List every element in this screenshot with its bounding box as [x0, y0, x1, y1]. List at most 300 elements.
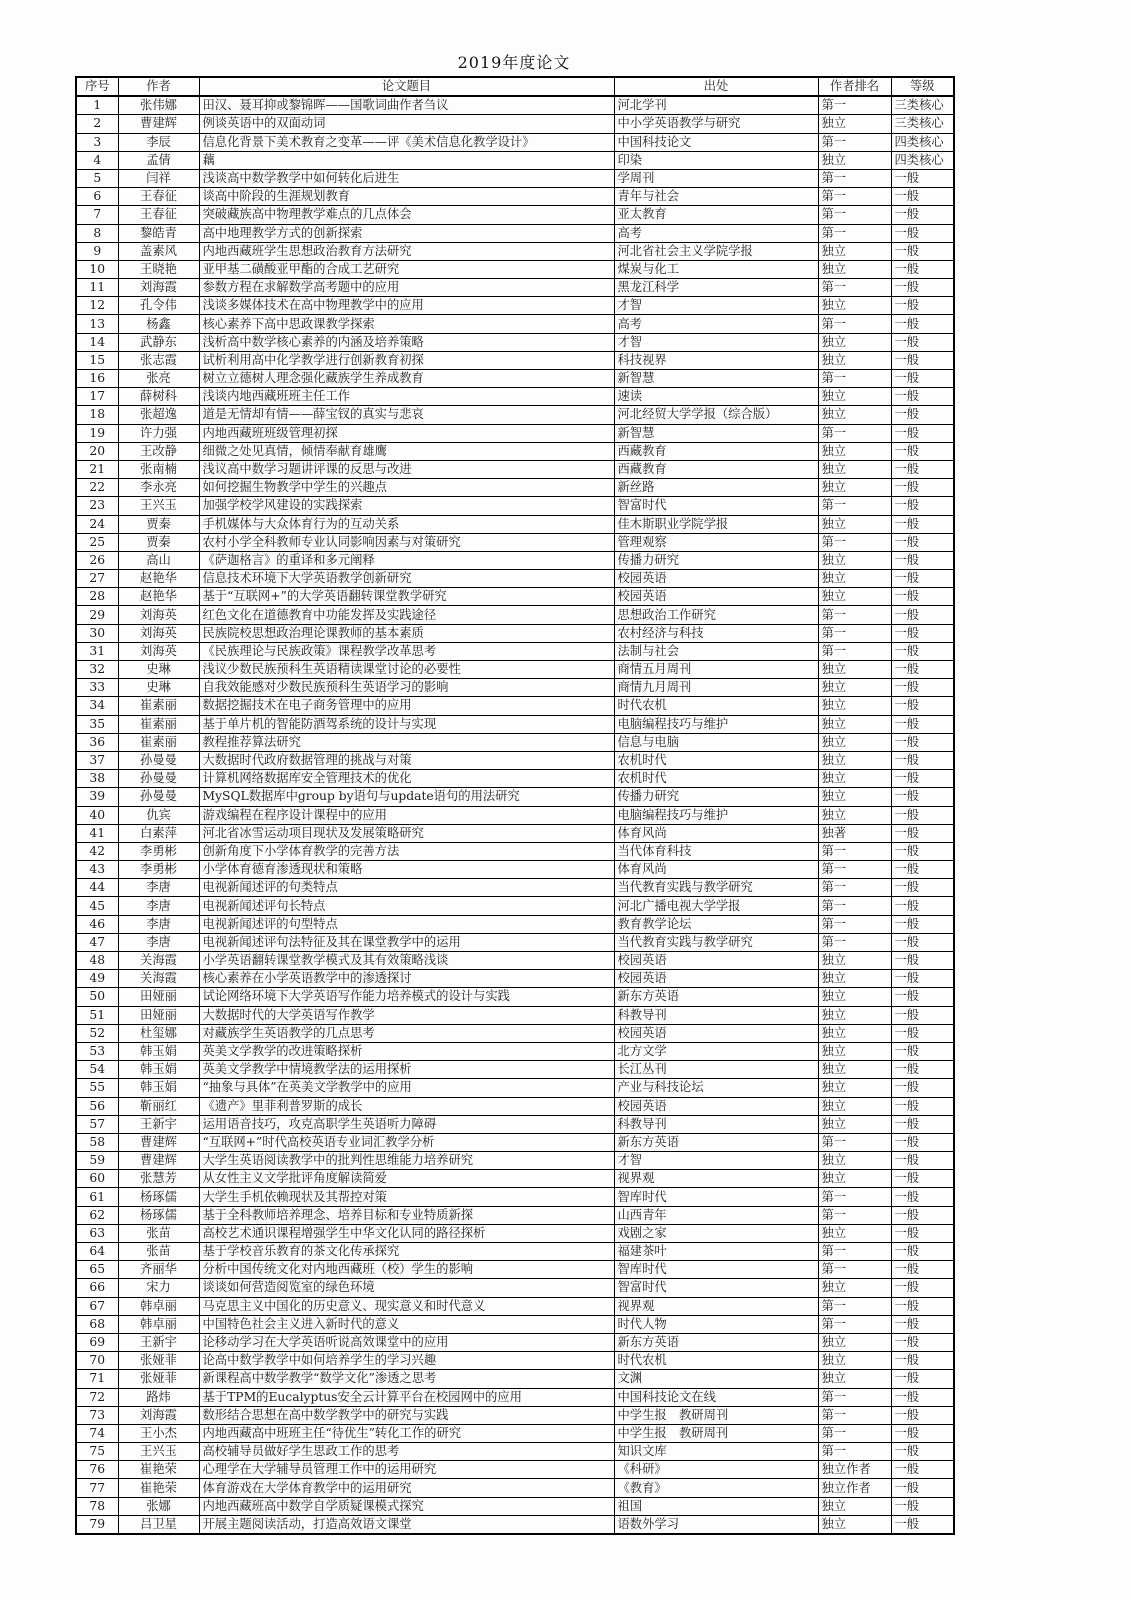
cell-author-rank: 第一 — [818, 915, 891, 933]
cell-grade: 一般 — [891, 406, 954, 424]
cell-grade: 一般 — [891, 661, 954, 679]
cell-paper-title: 谈谈如何营造阅览室的绿色环境 — [199, 1279, 614, 1297]
cell-author: 高山 — [118, 551, 199, 569]
cell-source: 时代农机 — [614, 697, 818, 715]
cell-author: 王春征 — [118, 206, 199, 224]
table-row — [76, 606, 954, 624]
cell-author: 李辰 — [118, 133, 199, 151]
cell-source: 新东方英语 — [614, 1133, 818, 1151]
cell-source: 速读 — [614, 388, 818, 406]
cell-paper-title: 手机媒体与大众体育行为的互动关系 — [199, 515, 614, 533]
cell-paper-title: 教程推荐算法研究 — [199, 733, 614, 751]
cell-index: 47 — [76, 933, 118, 951]
cell-index: 68 — [76, 1315, 118, 1333]
cell-index: 34 — [76, 697, 118, 715]
cell-index: 19 — [76, 424, 118, 442]
cell-author-rank: 第一 — [818, 279, 891, 297]
table-row — [76, 279, 954, 297]
table-row — [76, 260, 954, 278]
cell-index: 23 — [76, 497, 118, 515]
cell-index: 79 — [76, 1515, 118, 1534]
cell-index: 50 — [76, 988, 118, 1006]
cell-paper-title: 体育游戏在大学体育教学中的运用研究 — [199, 1479, 614, 1497]
cell-index: 36 — [76, 733, 118, 751]
cell-index: 63 — [76, 1224, 118, 1242]
cell-author-rank: 独立 — [818, 1333, 891, 1351]
cell-grade: 一般 — [891, 715, 954, 733]
table-row — [76, 497, 954, 515]
cell-grade: 一般 — [891, 1279, 954, 1297]
cell-grade: 一般 — [891, 260, 954, 278]
cell-paper-title: 突破藏族高中物理教学难点的几点体会 — [199, 206, 614, 224]
cell-paper-title: 高校辅导员做好学生思政工作的思考 — [199, 1443, 614, 1461]
cell-author-rank: 独立 — [818, 788, 891, 806]
cell-source: 视界观 — [614, 1297, 818, 1315]
cell-paper-title: 游戏编程在程序设计课程中的应用 — [199, 806, 614, 824]
cell-source: 视界观 — [614, 1170, 818, 1188]
cell-author: 杨琢儒 — [118, 1206, 199, 1224]
cell-author-rank: 独立 — [818, 1170, 891, 1188]
cell-author-rank: 独立 — [818, 551, 891, 569]
cell-paper-title: 参数方程在求解数学高考题中的应用 — [199, 279, 614, 297]
cell-author: 杨琢儒 — [118, 1188, 199, 1206]
cell-index: 70 — [76, 1352, 118, 1370]
cell-index: 44 — [76, 879, 118, 897]
cell-author-rank: 独立 — [818, 479, 891, 497]
cell-author-rank: 第一 — [818, 642, 891, 660]
cell-grade: 一般 — [891, 624, 954, 642]
cell-source: 中国科技论文在线 — [614, 1388, 818, 1406]
cell-author: 韩卓丽 — [118, 1315, 199, 1333]
cell-author: 孙曼曼 — [118, 770, 199, 788]
cell-author: 宋力 — [118, 1279, 199, 1297]
table-row — [76, 588, 954, 606]
cell-source: 山西青年 — [614, 1206, 818, 1224]
table-row — [76, 1297, 954, 1315]
cell-index: 37 — [76, 751, 118, 769]
cell-author: 韩玉娟 — [118, 1042, 199, 1060]
cell-index: 60 — [76, 1170, 118, 1188]
cell-paper-title: 大学生手机依赖现状及其帮控对策 — [199, 1188, 614, 1206]
cell-author-rank: 独立 — [818, 679, 891, 697]
cell-grade: 一般 — [891, 679, 954, 697]
cell-grade: 一般 — [891, 224, 954, 242]
cell-paper-title: 浅议少数民族预科生英语精读课堂讨论的必要性 — [199, 661, 614, 679]
cell-index: 5 — [76, 169, 118, 187]
cell-author-rank: 第一 — [818, 206, 891, 224]
cell-author: 李唐 — [118, 915, 199, 933]
cell-paper-title: 浅议高中数学习题讲评课的反思与改进 — [199, 460, 614, 478]
cell-grade: 一般 — [891, 297, 954, 315]
table-row — [76, 824, 954, 842]
cell-paper-title: 浅谈内地西藏班班主任工作 — [199, 388, 614, 406]
cell-grade: 一般 — [891, 751, 954, 769]
cell-author: 许力强 — [118, 424, 199, 442]
cell-author: 韩卓丽 — [118, 1297, 199, 1315]
cell-grade: 一般 — [891, 188, 954, 206]
cell-source: 法制与社会 — [614, 642, 818, 660]
cell-author-rank: 第一 — [818, 188, 891, 206]
cell-grade: 一般 — [891, 1406, 954, 1424]
cell-author: 贾秦 — [118, 515, 199, 533]
cell-author-rank: 独立作者 — [818, 1479, 891, 1497]
cell-index: 11 — [76, 279, 118, 297]
cell-paper-title: 核心素养在小学英语教学中的渗透探讨 — [199, 970, 614, 988]
cell-author-rank: 独立 — [818, 1115, 891, 1133]
cell-paper-title: 河北省冰雪运动项目现状及发展策略研究 — [199, 824, 614, 842]
cell-index: 3 — [76, 133, 118, 151]
cell-author: 曹建辉 — [118, 1152, 199, 1170]
cell-author: 杨鑫 — [118, 315, 199, 333]
cell-source: 文渊 — [614, 1370, 818, 1388]
cell-author-rank: 独立作者 — [818, 1461, 891, 1479]
cell-author: 李永亮 — [118, 479, 199, 497]
cell-source: 印染 — [614, 151, 818, 169]
cell-grade: 一般 — [891, 952, 954, 970]
cell-author: 杜玺娜 — [118, 1024, 199, 1042]
cell-grade: 一般 — [891, 970, 954, 988]
cell-source: 福建茶叶 — [614, 1243, 818, 1261]
cell-author-rank: 第一 — [818, 879, 891, 897]
cell-source: 校园英语 — [614, 1097, 818, 1115]
cell-author-rank: 独立 — [818, 1224, 891, 1242]
table-row — [76, 1042, 954, 1060]
cell-author-rank: 第一 — [818, 1206, 891, 1224]
cell-author: 路炜 — [118, 1388, 199, 1406]
cell-source: 学周刊 — [614, 169, 818, 187]
cell-grade: 一般 — [891, 697, 954, 715]
cell-author-rank: 第一 — [818, 533, 891, 551]
table-row — [76, 1206, 954, 1224]
cell-author-rank: 独立 — [818, 661, 891, 679]
cell-index: 32 — [76, 661, 118, 679]
cell-source: 知识文库 — [614, 1443, 818, 1461]
cell-index: 13 — [76, 315, 118, 333]
cell-author: 曹建辉 — [118, 1133, 199, 1151]
cell-author: 李唐 — [118, 879, 199, 897]
cell-author: 崔素丽 — [118, 733, 199, 751]
table-row — [76, 661, 954, 679]
cell-grade: 一般 — [891, 370, 954, 388]
cell-paper-title: 《萨迦格言》的重译和多元阐释 — [199, 551, 614, 569]
cell-author: 李勇彬 — [118, 861, 199, 879]
cell-index: 21 — [76, 460, 118, 478]
cell-grade: 一般 — [891, 1424, 954, 1442]
cell-author-rank: 第一 — [818, 1424, 891, 1442]
cell-author: 齐丽华 — [118, 1261, 199, 1279]
cell-index: 6 — [76, 188, 118, 206]
cell-author-rank: 第一 — [818, 1261, 891, 1279]
cell-source: 农机时代 — [614, 770, 818, 788]
cell-paper-title: 电视新闻述评句长特点 — [199, 897, 614, 915]
cell-paper-title: 英美文学教学中情境教学法的运用探析 — [199, 1061, 614, 1079]
cell-source: 教育教学论坛 — [614, 915, 818, 933]
table-row — [76, 133, 954, 151]
cell-paper-title: 高中地理教学方式的创新探索 — [199, 224, 614, 242]
cell-paper-title: 论高中数学教学中如何培养学生的学习兴趣 — [199, 1352, 614, 1370]
cell-source: 新东方英语 — [614, 1333, 818, 1351]
table-row — [76, 1388, 954, 1406]
cell-author: 黎皓青 — [118, 224, 199, 242]
cell-author: 李唐 — [118, 933, 199, 951]
cell-author: 闫祥 — [118, 169, 199, 187]
cell-author: 张苗 — [118, 1224, 199, 1242]
cell-paper-title: 内地西藏班学生思想政治教育方法研究 — [199, 242, 614, 260]
cell-grade: 一般 — [891, 479, 954, 497]
table-row — [76, 169, 954, 187]
table-row — [76, 697, 954, 715]
cell-index: 42 — [76, 842, 118, 860]
table-row — [76, 315, 954, 333]
cell-author: 刘海英 — [118, 624, 199, 642]
cell-paper-title: 红色文化在道德教育中功能发挥及实践途径 — [199, 606, 614, 624]
cell-author-rank: 第一 — [818, 1133, 891, 1151]
cell-paper-title: 论移动学习在大学英语听说高效课堂中的应用 — [199, 1333, 614, 1351]
cell-grade: 一般 — [891, 388, 954, 406]
cell-author-rank: 第一 — [818, 1388, 891, 1406]
cell-index: 75 — [76, 1443, 118, 1461]
cell-source: 新智慧 — [614, 370, 818, 388]
cell-grade: 一般 — [891, 315, 954, 333]
cell-author: 崔艳荣 — [118, 1479, 199, 1497]
cell-author-rank: 独立 — [818, 952, 891, 970]
table-row — [76, 715, 954, 733]
cell-grade: 一般 — [891, 424, 954, 442]
cell-author: 关海霞 — [118, 970, 199, 988]
cell-source: 科技视界 — [614, 351, 818, 369]
cell-source: 传播力研究 — [614, 551, 818, 569]
cell-grade: 一般 — [891, 570, 954, 588]
cell-paper-title: 基于TPM的Eucalyptus安全云计算平台在校园网中的应用 — [199, 1388, 614, 1406]
cell-grade: 一般 — [891, 824, 954, 842]
cell-grade: 一般 — [891, 1243, 954, 1261]
cell-author-rank: 独立 — [818, 970, 891, 988]
cell-author: 薛树科 — [118, 388, 199, 406]
table-row — [76, 1461, 954, 1479]
cell-author-rank: 独立 — [818, 770, 891, 788]
cell-source: 商情五月周刊 — [614, 661, 818, 679]
cell-index: 56 — [76, 1097, 118, 1115]
cell-author-rank: 第一 — [818, 1406, 891, 1424]
cell-grade: 一般 — [891, 497, 954, 515]
cell-source: 校园英语 — [614, 952, 818, 970]
cell-grade: 一般 — [891, 1315, 954, 1333]
cell-author-rank: 独立 — [818, 260, 891, 278]
cell-paper-title: 加强学校学风建设的实践探索 — [199, 497, 614, 515]
table-row — [76, 1061, 954, 1079]
cell-grade: 一般 — [891, 1152, 954, 1170]
table-row — [76, 861, 954, 879]
cell-grade: 三类核心 — [891, 96, 954, 115]
column-header-index: 序号 — [76, 77, 118, 96]
cell-author: 盖素风 — [118, 242, 199, 260]
table-row — [76, 351, 954, 369]
table-row — [76, 115, 954, 133]
table-row — [76, 1188, 954, 1206]
cell-grade: 一般 — [891, 169, 954, 187]
cell-source: 长江丛刊 — [614, 1061, 818, 1079]
cell-source: 智库时代 — [614, 1188, 818, 1206]
table-row — [76, 242, 954, 260]
table-row — [76, 1261, 954, 1279]
table-row — [76, 952, 954, 970]
cell-source: 当代教育实践与教学研究 — [614, 879, 818, 897]
cell-author-rank: 独立 — [818, 388, 891, 406]
cell-index: 10 — [76, 260, 118, 278]
cell-paper-title: 如何挖掘生物教学中学生的兴趣点 — [199, 479, 614, 497]
cell-author: 仇宾 — [118, 806, 199, 824]
cell-author-rank: 独立 — [818, 1152, 891, 1170]
cell-author-rank: 独立 — [818, 442, 891, 460]
cell-source: 农村经济与科技 — [614, 624, 818, 642]
cell-author-rank: 独立 — [818, 1024, 891, 1042]
cell-author-rank: 第一 — [818, 424, 891, 442]
table-row — [76, 788, 954, 806]
cell-author-rank: 独立 — [818, 1097, 891, 1115]
cell-paper-title: 大数据时代政府数据管理的挑战与对策 — [199, 751, 614, 769]
table-row — [76, 551, 954, 569]
table-row — [76, 151, 954, 169]
table-row — [76, 442, 954, 460]
cell-paper-title: 亚甲基二磺酸亚甲酯的合成工艺研究 — [199, 260, 614, 278]
table-row — [76, 297, 954, 315]
cell-source: 电脑编程技巧与维护 — [614, 806, 818, 824]
table-row — [76, 1406, 954, 1424]
cell-index: 38 — [76, 770, 118, 788]
cell-index: 43 — [76, 861, 118, 879]
cell-source: 时代农机 — [614, 1352, 818, 1370]
cell-author: 李唐 — [118, 897, 199, 915]
cell-author: 刘海英 — [118, 642, 199, 660]
cell-paper-title: 大学生英语阅读教学中的批判性思维能力培养研究 — [199, 1152, 614, 1170]
cell-paper-title: 从女性主义文学批评角度解读简爱 — [199, 1170, 614, 1188]
cell-paper-title: 内地西藏高中班班主任“待优生”转化工作的研究 — [199, 1424, 614, 1442]
cell-paper-title: 内地西藏班班级管理初探 — [199, 424, 614, 442]
cell-index: 25 — [76, 533, 118, 551]
cell-grade: 一般 — [891, 1224, 954, 1242]
cell-index: 65 — [76, 1261, 118, 1279]
cell-grade: 一般 — [891, 588, 954, 606]
cell-author: 张志霞 — [118, 351, 199, 369]
table-row — [76, 1333, 954, 1351]
cell-index: 17 — [76, 388, 118, 406]
cell-author-rank: 独立 — [818, 751, 891, 769]
cell-source: 校园英语 — [614, 588, 818, 606]
cell-index: 41 — [76, 824, 118, 842]
cell-source: 西藏教育 — [614, 442, 818, 460]
cell-source: 煤炭与化工 — [614, 260, 818, 278]
cell-grade: 一般 — [891, 551, 954, 569]
cell-index: 2 — [76, 115, 118, 133]
table-row — [76, 224, 954, 242]
cell-paper-title: 田汉、聂耳抑或黎锦晖——国歌词曲作者刍议 — [199, 96, 614, 115]
cell-author-rank: 第一 — [818, 933, 891, 951]
cell-author: 孟倩 — [118, 151, 199, 169]
cell-grade: 一般 — [891, 606, 954, 624]
page-title: 2019年度论文 — [457, 53, 571, 72]
cell-grade: 一般 — [891, 1479, 954, 1497]
cell-grade: 一般 — [891, 533, 954, 551]
cell-author-rank: 独立 — [818, 406, 891, 424]
cell-paper-title: 数据挖掘技术在电子商务管理中的应用 — [199, 697, 614, 715]
cell-index: 18 — [76, 406, 118, 424]
cell-index: 55 — [76, 1079, 118, 1097]
cell-paper-title: 藕 — [199, 151, 614, 169]
cell-author: 张南楠 — [118, 460, 199, 478]
cell-source: 高考 — [614, 224, 818, 242]
cell-author: 崔艳荣 — [118, 1461, 199, 1479]
cell-index: 72 — [76, 1388, 118, 1406]
cell-grade: 一般 — [891, 733, 954, 751]
cell-grade: 一般 — [891, 1133, 954, 1151]
cell-paper-title: 基于“互联网+”的大学英语翻转课堂教学研究 — [199, 588, 614, 606]
cell-index: 26 — [76, 551, 118, 569]
cell-paper-title: 高校艺术通识课程增强学生中华文化认同的路径探析 — [199, 1224, 614, 1242]
cell-grade: 一般 — [891, 1079, 954, 1097]
cell-author-rank: 独立 — [818, 570, 891, 588]
cell-paper-title: 电视新闻述评句法特征及其在课堂教学中的运用 — [199, 933, 614, 951]
cell-source: 祖国 — [614, 1497, 818, 1515]
cell-author: 赵艳华 — [118, 570, 199, 588]
cell-paper-title: 计算机网络数据库安全管理技术的优化 — [199, 770, 614, 788]
cell-author: 王新宇 — [118, 1115, 199, 1133]
cell-paper-title: 例谈英语中的双面动词 — [199, 115, 614, 133]
cell-author: 张娅菲 — [118, 1352, 199, 1370]
cell-author-rank: 第一 — [818, 497, 891, 515]
cell-paper-title: 小学体育德育渗透现状和策略 — [199, 861, 614, 879]
cell-author: 王春征 — [118, 188, 199, 206]
cell-author-rank: 第一 — [818, 1297, 891, 1315]
cell-author: 贾秦 — [118, 533, 199, 551]
cell-author: 孔令伟 — [118, 297, 199, 315]
cell-paper-title: 马克思主义中国化的历史意义、现实意义和时代意义 — [199, 1297, 614, 1315]
cell-author: 王小杰 — [118, 1424, 199, 1442]
cell-grade: 一般 — [891, 933, 954, 951]
cell-source: 体育风尚 — [614, 861, 818, 879]
cell-author-rank: 独立 — [818, 988, 891, 1006]
cell-author-rank: 独立 — [818, 588, 891, 606]
cell-author: 曹建辉 — [118, 115, 199, 133]
cell-grade: 一般 — [891, 1443, 954, 1461]
cell-index: 67 — [76, 1297, 118, 1315]
cell-paper-title: 中国特色社会主义进入新时代的意义 — [199, 1315, 614, 1333]
table-row — [76, 533, 954, 551]
cell-index: 27 — [76, 570, 118, 588]
table-row — [76, 515, 954, 533]
cell-author-rank: 独立 — [818, 115, 891, 133]
cell-grade: 一般 — [891, 1097, 954, 1115]
cell-grade: 一般 — [891, 1115, 954, 1133]
cell-source: 中学生报 教研周刊 — [614, 1406, 818, 1424]
cell-paper-title: 《民族理论与民族政策》课程教学改革思考 — [199, 642, 614, 660]
table-row — [76, 642, 954, 660]
cell-author-rank: 第一 — [818, 861, 891, 879]
cell-source: 科教导刊 — [614, 1006, 818, 1024]
cell-source: 产业与科技论坛 — [614, 1079, 818, 1097]
table-row — [76, 879, 954, 897]
cell-grade: 一般 — [891, 351, 954, 369]
cell-paper-title: 开展主题阅读活动，打造高效语文课堂 — [199, 1515, 614, 1534]
cell-paper-title: 电视新闻述评的句型特点 — [199, 915, 614, 933]
table-row — [76, 388, 954, 406]
cell-author-rank: 第一 — [818, 96, 891, 115]
cell-source: 当代体育科技 — [614, 842, 818, 860]
cell-source: 中小学英语教学与研究 — [614, 115, 818, 133]
cell-source: 中国科技论文 — [614, 133, 818, 151]
cell-index: 1 — [76, 96, 118, 115]
cell-paper-title: 分析中国传统文化对内地西藏班（校）学生的影响 — [199, 1261, 614, 1279]
cell-paper-title: “互联网+”时代高校英语专业词汇教学分析 — [199, 1133, 614, 1151]
